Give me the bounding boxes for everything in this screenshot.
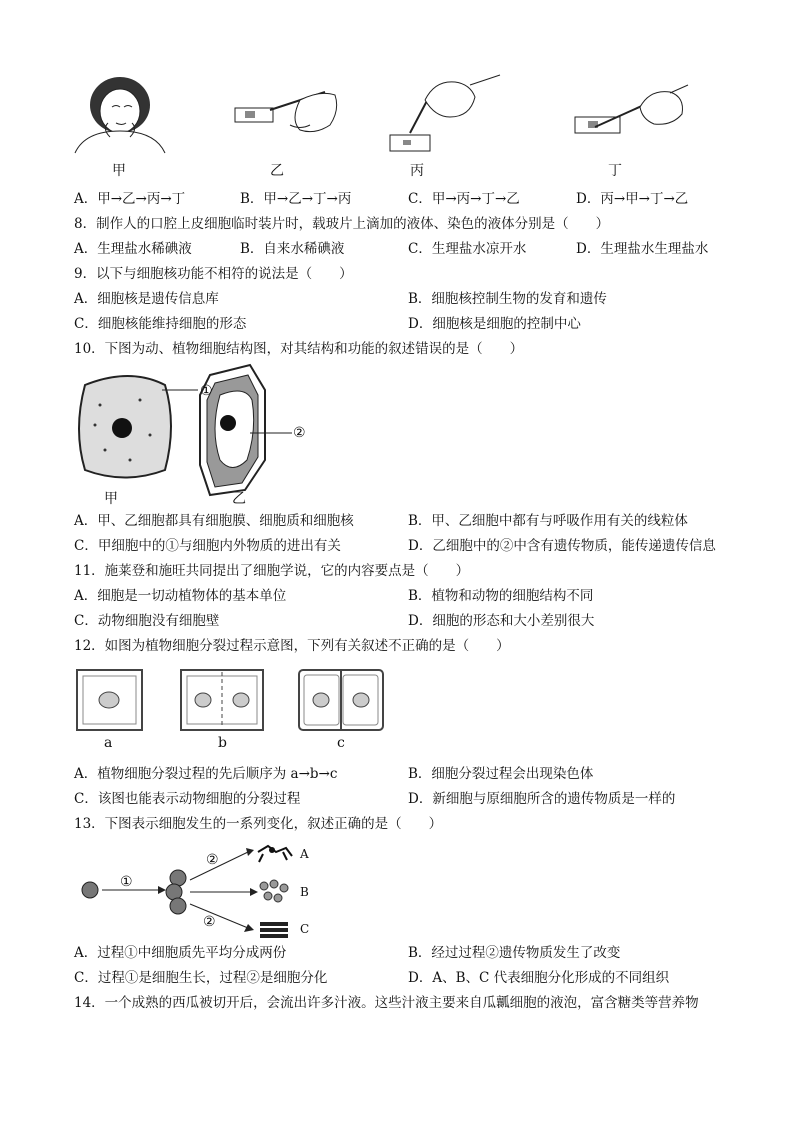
q8-option-d: D．生理盐水生理盐水	[576, 241, 709, 257]
fig7-caption-yi: 乙	[270, 163, 284, 179]
needle-hand-illustration	[570, 85, 690, 160]
q10-option-d: D．乙细胞中的②中含有遗传物质，能传递遗传信息	[408, 538, 716, 554]
fig7-caption-jia: 甲	[112, 163, 126, 179]
q11-stem: 11．施莱登和施旺共同提出了细胞学说，它的内容要点是（ ）	[74, 563, 470, 579]
q7-option-b: B．甲→乙→丁→丙	[240, 191, 352, 207]
q10-label-jia: 甲	[104, 491, 118, 507]
q11-option-c: C．动物细胞没有细胞壁	[74, 613, 220, 629]
q8-option-a: A．生理盐水稀碘液	[74, 241, 192, 257]
q12-option-a: A．植物细胞分裂过程的先后顺序为 a→b→c	[74, 766, 338, 782]
q14-stem: 14．一个成熟的西瓜被切开后，会流出许多汁液。这些汁液主要来自瓜瓤细胞的液泡，富含糖类等营养物	[74, 995, 699, 1011]
fig7-caption-bing: 丙	[410, 163, 424, 179]
q11-option-a: A．细胞是一切动植物体的基本单位	[74, 588, 287, 604]
q9-option-d: D．细胞核是细胞的控制中心	[408, 316, 581, 332]
q13-option-c: C．过程①是细胞生长，过程②是细胞分化	[74, 970, 328, 986]
q10-mark-1: ①	[200, 383, 213, 399]
q12-label-c: c	[337, 735, 345, 751]
q8-option-c: C．生理盐水凉开水	[408, 241, 527, 257]
q13-step2-top: ②	[206, 852, 219, 868]
q12-stem: 12．如图为植物细胞分裂过程示意图，下列有关叙述不正确的是（ ）	[74, 638, 510, 654]
q10-option-b: B．甲、乙细胞中都有与呼吸作用有关的线粒体	[408, 513, 688, 529]
q13-label-b: B	[300, 885, 309, 899]
q13-stem: 13．下图表示细胞发生的一系列变化，叙述正确的是（ ）	[74, 816, 443, 832]
q13-step1: ①	[120, 874, 133, 890]
q11-option-d: D．细胞的形态和大小差别很大	[408, 613, 595, 629]
slide-hand-illustration	[230, 80, 340, 155]
q10-stem: 10．下图为动、植物细胞结构图，对其结构和功能的叙述错误的是（ ）	[74, 341, 524, 357]
q9-option-a: A．细胞核是遗传信息库	[74, 291, 219, 307]
q11-option-b: B．植物和动物的细胞结构不同	[408, 588, 594, 604]
fig7-caption-ding: 丁	[608, 163, 622, 179]
q12-label-b: b	[218, 735, 227, 751]
q12-option-b: B．细胞分裂过程会出现染色体	[408, 766, 594, 782]
q7-option-d: D．丙→甲→丁→乙	[576, 191, 689, 207]
q12-division-figure	[75, 668, 395, 743]
q13-option-b: B．经过过程②遗传物质发生了改变	[408, 945, 621, 961]
q10-mark-2: ②	[293, 425, 306, 441]
q10-option-a: A．甲、乙细胞都具有细胞膜、细胞质和细胞核	[74, 513, 354, 529]
q10-label-yi: 乙	[232, 491, 246, 507]
q9-option-c: C．细胞核能维持细胞的形态	[74, 316, 247, 332]
q9-option-b: B．细胞核控制生物的发育和遗传	[408, 291, 607, 307]
q7-option-a: A．甲→乙→丙→丁	[74, 191, 186, 207]
person-illustration	[70, 75, 170, 155]
q12-option-c: C．该图也能表示动物细胞的分裂过程	[74, 791, 301, 807]
q10-option-c: C．甲细胞中的①与细胞内外物质的进出有关	[74, 538, 341, 554]
dropper-hand-illustration	[385, 75, 505, 155]
q7-option-c: C．甲→丙→丁→乙	[408, 191, 520, 207]
q12-option-d: D．新细胞与原细胞所含的遗传物质是一样的	[408, 791, 676, 807]
q13-option-d: D．A、B、C 代表细胞分化形成的不同组织	[408, 970, 670, 986]
q8-option-b: B．自来水稀碘液	[240, 241, 345, 257]
q8-stem: 8．制作人的口腔上皮细胞临时装片时，载玻片上滴加的液体、染色的液体分别是（ ）	[74, 216, 610, 232]
q13-label-a: A	[300, 847, 309, 861]
q9-stem: 9．以下与细胞核功能不相符的说法是（ ）	[74, 266, 353, 282]
q13-step2-bottom: ②	[203, 914, 216, 930]
q13-label-c: C	[300, 922, 310, 936]
q13-option-a: A．过程①中细胞质先平均分成两份	[74, 945, 287, 961]
q12-label-a: a	[104, 735, 113, 751]
q13-differentiation-figure	[78, 840, 318, 940]
q7-figure	[70, 75, 690, 190]
